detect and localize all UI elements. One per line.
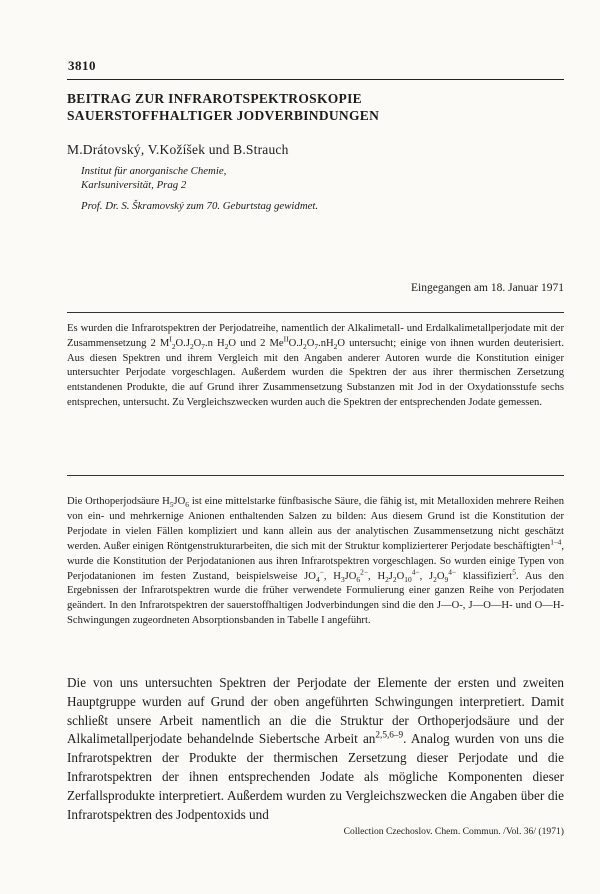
affiliation <box>81 164 561 192</box>
abstract-rule-top <box>67 312 564 313</box>
affiliation-line-2: Karlsuniversität, Prag 2 <box>81 179 187 191</box>
page-number: 3810 <box>68 58 96 73</box>
header-rule <box>67 79 564 80</box>
article-title <box>67 90 564 124</box>
body-paragraph: Die von uns untersuchten Spektren der Perjodate der Elemente der ersten und zweiten Hauptgruppe wurden auf Grund der oben angeführten Schwingungen interpretiert. Damit schließt unsere Arbeit namentlich an die die Struktur der Orthoperjodsäure und der Alkalimetallperjodate behandelnde Siebertsche Arbeit an$^{2,5,6-9}$. Analog wurden von uns die Infrarotspektren der Produkte der thermischen Zersetzung dieser Perjodate und die Infrarotspektren der ihnen entsprechenden Jodate als mögliche Komponenten dieser Zerfallsprodukte interpretiert. Außerdem wurden zu Vergleichszwecken die Angaben über die Infrarotspektren des Jodpentoxids und <box>67 675 564 822</box>
authors: M.Drátovský, V.Kožíšek und B.Strauch <box>67 142 289 157</box>
title-line-1: BEITRAG ZUR INFRAROTSPEKTROSKOPIE <box>67 91 362 106</box>
abstract-rule-bottom <box>67 475 564 476</box>
affiliation-line-1: Institut für anorganische Chemie, <box>81 165 227 177</box>
intro-paragraph: Die Orthoperjodsäure $H_5JO_6$ ist eine mittelstarke fünfbasische Säure, die fähig ist, mit Metalloxiden mehrere Reihen von ein- und mehrkernige Anionen enthaltenden Salzen zu bilden: Aus diesem Grund ist die Konstitution der Perjodate in vielen Fällen kompliziert und kann allein aus der analytischen Zusammensetzung nicht geschätzt werden. Außer einigen Röntgenstrukturarbeiten, die sich mit der Struktur komplizierterer Perjodate beschäftigten$^{1-4}$, wurde die Konstitution der Perjodatanionen aus ihren Infrarotspektren vorgeschlagen. So wurden einige Typen von Perjodatanionen im festen Zustand, beispielsweise $JO_4^-$, $H_3JO_6^{2-}$, $H_2J_2O_{10}^{4-}$, $J_2O_9^{4-}$ klassifiziert$^5$. Aus den Ergebnissen der Infrarotspektren wurde die früher verwendete Formulierung einer ganzen Reihe von Perjodaten geändert. In den Infrarotspektren der sauerstoffhaltigen Jodverbindungen sind die den J—O-, J—O—H- und O—H-Schwingungen zugeordneten Absorptionsbanden in Tabelle I angeführt. <box>67 496 565 627</box>
abstract: Es wurden die Infrarotspektren der Perjodatreihe, namentlich der Alkalimetall- und Erdalkalimetallperjodate mit der Zusammensetzung 2 $M^I_2O.J_2O_7.n$ $H_2O$ und 2 $Me^{II}O.J_2O_7.nH_2O$ untersucht; einige von ihnen wurden deuterisiert. Aus diesen Spektren und ihrem Vergleich mit den Angaben anderer Autoren wurde die Konstitution einiger untersuchter Perjodate vorgeschlagen. Außerdem wurden die Spektren der aus ihrer thermischen Zersetzung entstandenen Produkte, die auf Grund ihrer Zusammensetzung Substanzen mit Jod in der Oxydationsstufe sechs entsprechen, untersucht. Zu Vergleichszwecken wurden auch die Spektren der entsprechenden Jodate gemessen. <box>67 323 565 408</box>
title-line-2: SAUERSTOFFHALTIGER JODVERBINDUNGEN <box>67 108 380 123</box>
received-date: Eingegangen am 18. Januar 1971 <box>411 282 564 294</box>
dedication: Prof. Dr. S. Škramovský zum 70. Geburtstag gewidmet. <box>81 200 319 212</box>
footer-citation: Collection Czechoslov. Chem. Commun. /Vol. 36/ (1971) <box>343 826 564 837</box>
